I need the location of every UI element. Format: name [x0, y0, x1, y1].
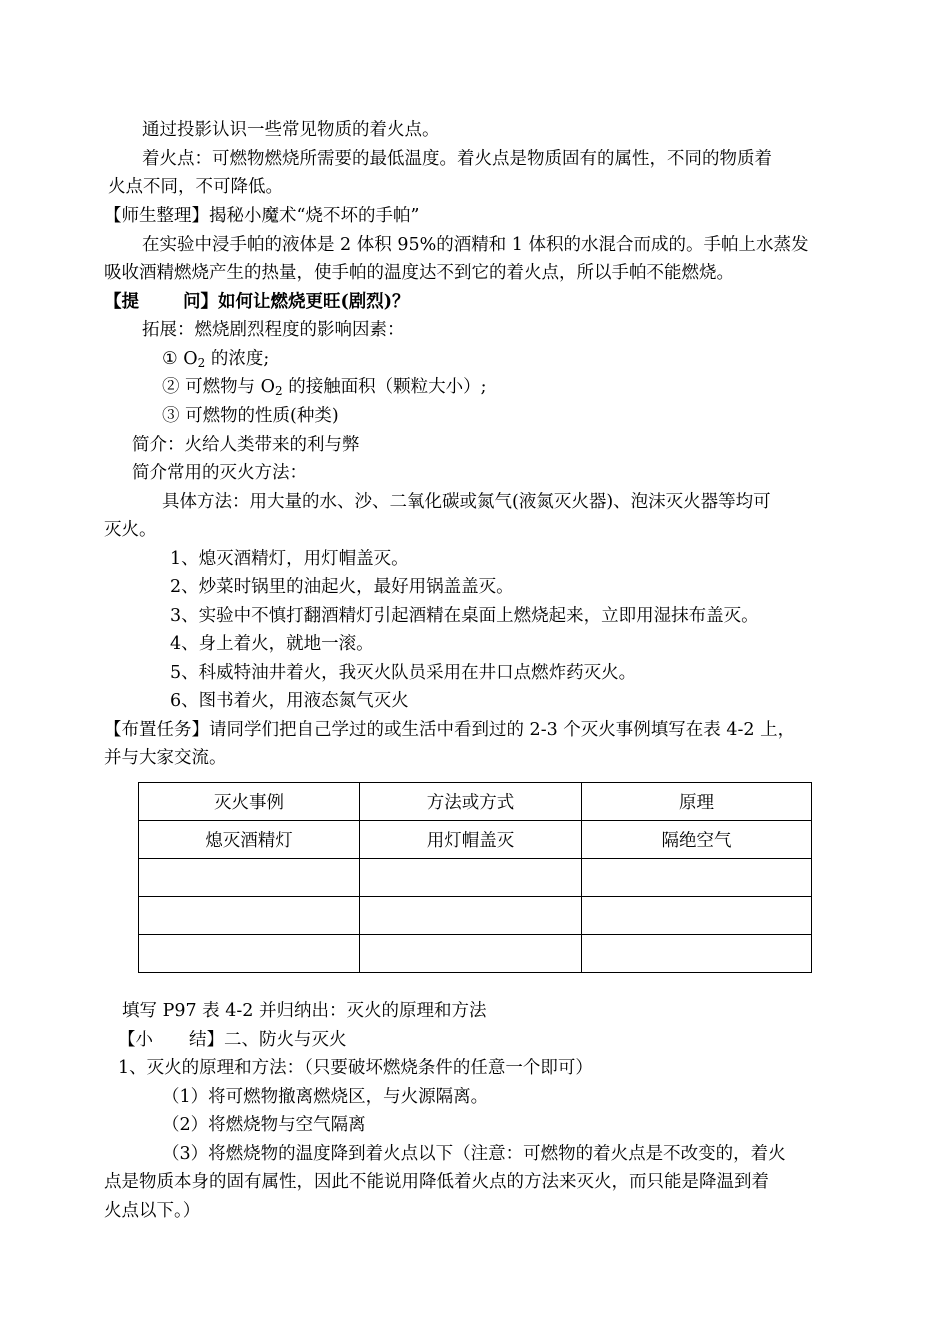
intro-line-3: 火点不同，不可降低。: [108, 177, 283, 197]
table-cell: [360, 859, 582, 897]
pros-cons-line: 简介：火给人类带来的利与弊: [132, 435, 360, 455]
method-3-line-2: 点是物质本身的固有属性，因此不能说用降低着火点的方法来灭火，而只能是降温到着: [104, 1172, 769, 1192]
table-header-row: [139, 783, 812, 821]
table-cell: 隔绝空气: [582, 821, 812, 859]
example-item: 1、熄灭酒精灯，用灯帽盖灭。: [170, 549, 409, 569]
extension-item-2: [162, 375, 487, 399]
method-1: （1）将可燃物撤离燃烧区，与火源隔离。: [162, 1087, 489, 1107]
extension-item-1-subscript: 2: [197, 356, 206, 370]
methods-line-2: 灭火。: [104, 520, 157, 540]
table-cell: [582, 935, 812, 973]
extension-item-3: ③ 可燃物的性质(种类): [162, 406, 339, 426]
table-row: [139, 859, 812, 897]
task-line-2: 并与大家交流。: [104, 748, 227, 768]
methods-heading: 简介常用的灭火方法：: [132, 463, 307, 483]
table-cell: 熄灭酒精灯: [139, 821, 360, 859]
magic-line-2: 吸收酒精燃烧产生的热量，使手帕的温度达不到它的着火点，所以手帕不能燃烧。: [104, 263, 734, 283]
extension-item-2-suffix: 的接触面积（颗粒大小）;: [282, 377, 487, 397]
question-heading: [104, 290, 410, 314]
table-cell: [139, 935, 360, 973]
table-cell: [139, 859, 360, 897]
question-bracket-close: 问】: [183, 292, 218, 312]
extension-heading: 拓展：燃烧剧烈程度的影响因素：: [142, 320, 405, 340]
method-2: （2）将燃烧物与空气隔离: [162, 1115, 366, 1135]
table-row: [139, 821, 812, 859]
extension-item-1-suffix: 的浓度;: [205, 349, 270, 369]
example-item: 3、实验中不慎打翻酒精灯引起酒精在桌面上燃烧起来，立即用湿抹布盖灭。: [170, 606, 759, 626]
table-row: [139, 897, 812, 935]
table-cell: [582, 859, 812, 897]
table-cell: 用灯帽盖灭: [360, 821, 582, 859]
table-cell: [582, 897, 812, 935]
extinguish-table: [138, 782, 812, 973]
extension-item-2-subscript: 2: [274, 384, 283, 398]
methods-line-1: 具体方法：用大量的水、沙、二氧化碳或氮气(液氮灭火器)、泡沫灭火器等均可: [162, 492, 771, 512]
example-item: 5、科威特油井着火，我灭火队员采用在井口点燃炸药灭火。: [170, 663, 637, 683]
question-text: 如何让燃烧更旺(剧烈)？: [218, 292, 410, 312]
principle-line: 1、灭火的原理和方法：（只要破坏燃烧条件的任意一个即可）: [118, 1058, 593, 1078]
method-3-line-1: （3）将燃烧物的温度降到着火点以下（注意：可燃物的着火点是不改变的，着火: [162, 1144, 786, 1164]
fill-instruction: 填写 P97 表 4-2 并归纳出：灭火的原理和方法: [122, 1001, 487, 1021]
example-item: 2、炒菜时锅里的油起火，最好用锅盖盖灭。: [170, 577, 514, 597]
example-item: 4、身上着火，就地一滚。: [170, 634, 374, 654]
table-cell: [139, 897, 360, 935]
summary-heading-rest: 结】二、防火与灭火: [189, 1030, 347, 1050]
table-cell: [360, 935, 582, 973]
method-3-line-3: 火点以下。）: [104, 1201, 201, 1221]
table-header-cell: 灭火事例: [139, 783, 360, 821]
intro-line-2: 着火点：可燃物燃烧所需要的最低温度。着火点是物质固有的属性，不同的物质着: [142, 149, 772, 169]
summary-heading: [118, 1028, 347, 1052]
extension-item-1: [162, 347, 269, 371]
intro-line-1: 通过投影认识一些常见物质的着火点。: [142, 120, 440, 140]
table-header-cell: 原理: [582, 783, 812, 821]
summary-bracket-open: 【小: [118, 1030, 153, 1050]
example-item: 6、图书着火，用液态氮气灭火: [170, 691, 409, 711]
table-header-cell: 方法或方式: [360, 783, 582, 821]
table-row: [139, 935, 812, 973]
table-cell: [360, 897, 582, 935]
magic-line-1: 在实验中浸手帕的液体是 2 体积 95%的酒精和 1 体积的水混合而成的。手帕上水蒸发: [142, 235, 809, 255]
magic-heading: 【师生整理】揭秘小魔术“烧不坏的手帕”: [104, 206, 420, 226]
task-line-1: 【布置任务】请同学们把自己学过的或生活中看到过的 2-3 个灭火事例填写在表 4-2 上，: [104, 720, 796, 740]
extension-item-2-text: ② 可燃物与 O: [162, 377, 275, 397]
extension-item-1-text: ① O: [162, 349, 198, 369]
question-bracket-open: 【提: [104, 292, 139, 312]
